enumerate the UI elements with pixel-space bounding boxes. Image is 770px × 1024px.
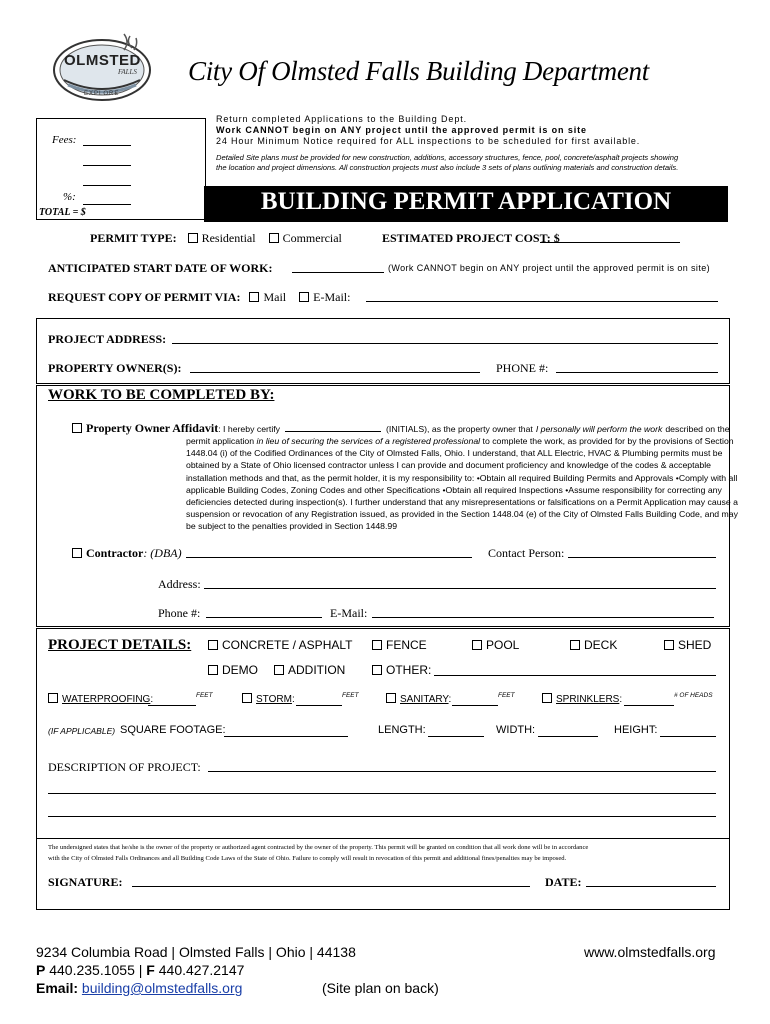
instr-notice: 24 Hour Minimum Notice required for ALL inspections to be scheduled for first available. xyxy=(216,136,641,146)
residential-checkbox[interactable] xyxy=(188,233,198,243)
contractor-dba: : (DBA) xyxy=(143,546,182,560)
affidavit-checkbox[interactable] xyxy=(72,423,82,433)
addition-checkbox[interactable] xyxy=(274,665,284,675)
fax-prefix: F xyxy=(146,962,155,978)
work-by-heading: WORK TO BE COMPLETED BY: xyxy=(48,387,275,403)
legal-text xyxy=(48,842,728,864)
waterproofing-checkbox[interactable] xyxy=(48,693,58,703)
mail-checkbox[interactable] xyxy=(249,292,259,302)
initials-field[interactable] xyxy=(285,431,381,432)
fee-line-3 xyxy=(83,185,131,186)
sprinklers-field[interactable] xyxy=(624,705,674,706)
sanitary-feet: FEET xyxy=(498,692,515,699)
project-details-heading: PROJECT DETAILS: xyxy=(48,637,192,653)
logo-sub: FALLS xyxy=(118,68,137,76)
pool-checkbox[interactable] xyxy=(472,640,482,650)
legal-line-1: The undersigned states that he/she is the owner of the property or authorized agent contracted by the owner of the property. This permit will be granted on condition that all work done will be in accordance xyxy=(48,844,589,851)
sqft-label: SQUARE FOOTAGE: xyxy=(120,724,226,736)
mail-option[interactable] xyxy=(249,290,286,304)
addition-label: ADDITION xyxy=(288,663,346,677)
other-checkbox[interactable] xyxy=(372,665,382,675)
if-applicable-label: (IF APPLICABLE) xyxy=(48,726,116,736)
instr-plans-sets: the location and project dimensions. All construction projects must also include 3 sets of plans outlining materials and construction details. xyxy=(216,163,679,172)
contact-person-label: Contact Person: xyxy=(488,546,565,560)
commercial-label: Commercial xyxy=(282,231,342,245)
affidavit-line-1 xyxy=(72,421,730,436)
property-owner-label: PROPERTY OWNER(S): xyxy=(48,361,182,375)
footer-phone: 440.235.1055 xyxy=(49,962,135,978)
fence-option[interactable] xyxy=(372,638,427,652)
description-field-2[interactable] xyxy=(48,793,716,794)
affidavit-l4: obtained by a State of Ohio licensed contractor unless I can provide and document proficiency and knowledge of the codes & acceptable xyxy=(186,460,711,471)
affidavit-initials-text: (INITIALS), as the property owner that xyxy=(386,424,533,434)
description-field-3[interactable] xyxy=(48,816,716,817)
fence-checkbox[interactable] xyxy=(372,640,382,650)
contractor-name-field[interactable] xyxy=(186,557,472,558)
mail-label: Mail xyxy=(263,290,287,304)
city-logo xyxy=(50,30,160,102)
site-plan-note: (Site plan on back) xyxy=(322,980,439,996)
fee-line-1 xyxy=(83,145,131,146)
commercial-checkbox[interactable] xyxy=(269,233,279,243)
fence-label: FENCE xyxy=(386,638,427,652)
shed-checkbox[interactable] xyxy=(664,640,674,650)
storm-label: STORM xyxy=(256,694,292,705)
instr-cannot-begin: Work CANNOT begin on ANY project until the approved permit is on site xyxy=(216,125,587,135)
owner-phone-label: PHONE #: xyxy=(496,361,549,375)
start-date-label: ANTICIPATED START DATE OF WORK: xyxy=(48,261,273,275)
description-label: DESCRIPTION OF PROJECT: xyxy=(48,760,201,774)
storm-option[interactable]: STORM: xyxy=(242,694,295,705)
legal-divider xyxy=(36,838,730,839)
contractor-label: Contractor xyxy=(86,546,144,560)
fees-box xyxy=(36,118,206,220)
permit-type-row xyxy=(90,231,342,246)
concrete-checkbox[interactable] xyxy=(208,640,218,650)
start-date-note: (Work CANNOT begin on ANY project until the approved permit is on site) xyxy=(388,263,711,273)
residential-label: Residential xyxy=(201,231,256,245)
owner-phone-field[interactable] xyxy=(556,372,718,373)
email-checkbox[interactable] xyxy=(299,292,309,302)
width-field[interactable] xyxy=(538,736,598,737)
page-title: City Of Olmsted Falls Building Department xyxy=(188,56,649,86)
project-address-label: PROJECT ADDRESS: xyxy=(48,332,167,346)
storm-checkbox[interactable] xyxy=(242,693,252,703)
sanitary-field[interactable] xyxy=(452,705,498,706)
instr-return: Return completed Applications to the Building Dept. xyxy=(216,114,468,124)
footer-website[interactable]: www.olmstedfalls.org xyxy=(584,944,716,960)
concrete-label: CONCRETE / ASPHALT xyxy=(222,638,353,652)
demo-label: DEMO xyxy=(222,663,258,677)
affidavit-l3: 1448.04 (i) of the Codified Ordinances of the City of Olmsted Falls, Ohio. I understand, that ALL Electric, HVAC & Plumbing permits must be xyxy=(186,448,723,459)
email-label: E-Mail: xyxy=(313,290,351,304)
phone-prefix: P xyxy=(36,962,46,978)
date-field[interactable] xyxy=(586,886,716,887)
logo-tagline: EXPLORE xyxy=(84,91,120,97)
affidavit-l8: suspension or revocation of any Registration issued, as provided in the Section 1448.04 (e) of the City of Olmsted Falls Building Code, and may xyxy=(186,509,738,520)
project-address-field[interactable] xyxy=(172,343,718,344)
demo-option[interactable] xyxy=(208,663,258,677)
cost-field[interactable] xyxy=(540,242,680,243)
footer-email-line xyxy=(36,980,242,996)
copy-via-label: REQUEST COPY OF PERMIT VIA: xyxy=(48,290,241,304)
concrete-option[interactable] xyxy=(208,638,352,652)
title-banner xyxy=(204,186,728,222)
contractor-address-field[interactable] xyxy=(204,588,716,589)
length-label: LENGTH: xyxy=(378,724,426,736)
height-field[interactable] xyxy=(660,736,716,737)
footer-separator: | xyxy=(138,962,143,978)
storm-field[interactable] xyxy=(296,705,342,706)
sprinklers-label: SPRINKLERS xyxy=(556,694,620,705)
commercial-option[interactable] xyxy=(269,231,342,245)
sanitary-checkbox[interactable] xyxy=(386,693,396,703)
contractor-phone-label: Phone #: xyxy=(158,606,201,620)
affidavit-certify: : I hereby certify xyxy=(218,424,281,434)
contractor-phone-field[interactable] xyxy=(206,617,322,618)
legal-line-2: with the City of Olmsted Falls Ordinances and all Building Code Laws of the State of Ohio. Failure to comply will result in revocation of this permit and additional fines/penalties may be imposed. xyxy=(48,855,567,862)
other-option[interactable] xyxy=(372,663,431,677)
other-field[interactable] xyxy=(434,675,716,676)
copy-via-row xyxy=(48,290,350,305)
contractor-checkbox[interactable] xyxy=(72,548,82,558)
affidavit-label: Property Owner Affidavit xyxy=(86,421,219,435)
waterproofing-option[interactable]: WATERPROOFING: xyxy=(48,694,153,705)
logo-name: OLMSTED xyxy=(64,52,141,69)
total-label: TOTAL = $ xyxy=(39,207,86,218)
addition-option[interactable] xyxy=(274,663,345,677)
sanitary-option[interactable]: SANITARY: xyxy=(386,694,451,705)
affidavit-l5: installation methods and that, as the permit holder, it is my responsibility to: •Obtain all required Building Permits and Approvals •Comply with all xyxy=(186,472,738,483)
affidavit-l2a: permit application xyxy=(186,436,255,446)
affidavit-body xyxy=(186,435,738,533)
shed-option[interactable] xyxy=(664,638,711,652)
instructions xyxy=(216,114,736,172)
residential-option[interactable] xyxy=(188,231,256,245)
waterproofing-field[interactable] xyxy=(148,705,196,706)
pct-label: %: xyxy=(63,191,76,203)
contact-person-field[interactable] xyxy=(568,557,716,558)
footer-phone-line xyxy=(36,962,244,978)
pool-label: POOL xyxy=(486,638,520,652)
affidavit-l2b: in lieu of securing the services of a registered professional xyxy=(256,436,481,446)
deck-option[interactable] xyxy=(570,638,617,652)
other-label: OTHER: xyxy=(386,663,432,677)
shed-label: SHED xyxy=(678,638,712,652)
deck-checkbox[interactable] xyxy=(570,640,580,650)
contractor-email-field[interactable] xyxy=(372,617,714,618)
contractor-email-label: E-Mail: xyxy=(330,606,368,620)
fee-line-2 xyxy=(83,165,131,166)
waterproofing-label: WATERPROOFING xyxy=(62,694,151,705)
sanitary-label: SANITARY xyxy=(400,694,449,705)
width-label: WIDTH: xyxy=(496,724,536,736)
demo-checkbox[interactable] xyxy=(208,665,218,675)
fee-line-4 xyxy=(83,204,131,205)
sprinklers-checkbox[interactable] xyxy=(542,693,552,703)
storm-feet: FEET xyxy=(342,692,359,699)
instr-site-plans: Detailed Site plans must be provided for new construction, additions, accessory structures, fence, pool, concrete/asphalt projects showing xyxy=(216,153,679,162)
banner-title: BUILDING PERMIT APPLICATION xyxy=(260,188,672,215)
waterproofing-feet: FEET xyxy=(196,692,213,699)
description-field-1[interactable] xyxy=(208,771,716,772)
affidavit-perform: I personally will perform the work xyxy=(535,424,663,434)
fees-label: Fees: xyxy=(52,134,77,146)
copy-email-field[interactable] xyxy=(366,301,718,302)
length-field[interactable] xyxy=(428,736,484,737)
sprinklers-option[interactable]: SPRINKLERS: xyxy=(542,694,622,705)
sprinklers-heads: # OF HEADS xyxy=(674,692,713,699)
email-prefix: Email: xyxy=(36,980,79,996)
affidavit-l6: applicable Building Codes, Zoning Codes and other Specifications •Obtain all required Inspections •Assume responsibility for correcting any xyxy=(186,484,722,495)
footer-address: 9234 Columbia Road | Olmsted Falls | Ohio | 44138 xyxy=(36,944,356,960)
signature-label: SIGNATURE: xyxy=(48,875,123,889)
date-label: DATE: xyxy=(545,875,582,889)
sqft-field[interactable] xyxy=(224,736,348,737)
permit-type-label: PERMIT TYPE: xyxy=(90,231,177,245)
email-option[interactable] xyxy=(299,290,350,304)
footer-email-link[interactable]: building@olmstedfalls.org xyxy=(81,980,243,996)
height-label: HEIGHT: xyxy=(614,724,658,736)
deck-label: DECK xyxy=(584,638,618,652)
start-date-field[interactable] xyxy=(292,272,384,273)
affidavit-l7: deficiencies detected during inspection(s). I further understand that any misrepresentations or falsifications on a Permit Application may cause a xyxy=(186,497,738,508)
contractor-address-label: Address: xyxy=(158,577,201,591)
cost-label: ESTIMATED PROJECT COST: $ xyxy=(382,231,560,245)
affidavit-l9: be subject to the penalties provided in Section 1448.99 xyxy=(186,521,398,532)
affidavit-l2c: to complete the work, as provided for by the provisions of Section xyxy=(482,436,734,446)
pool-option[interactable] xyxy=(472,638,519,652)
affidavit-described: described on the xyxy=(665,424,730,434)
property-owner-field[interactable] xyxy=(190,372,480,373)
footer-fax: 440.427.2147 xyxy=(158,962,245,978)
signature-field[interactable] xyxy=(132,886,530,887)
contractor-row xyxy=(72,546,182,561)
